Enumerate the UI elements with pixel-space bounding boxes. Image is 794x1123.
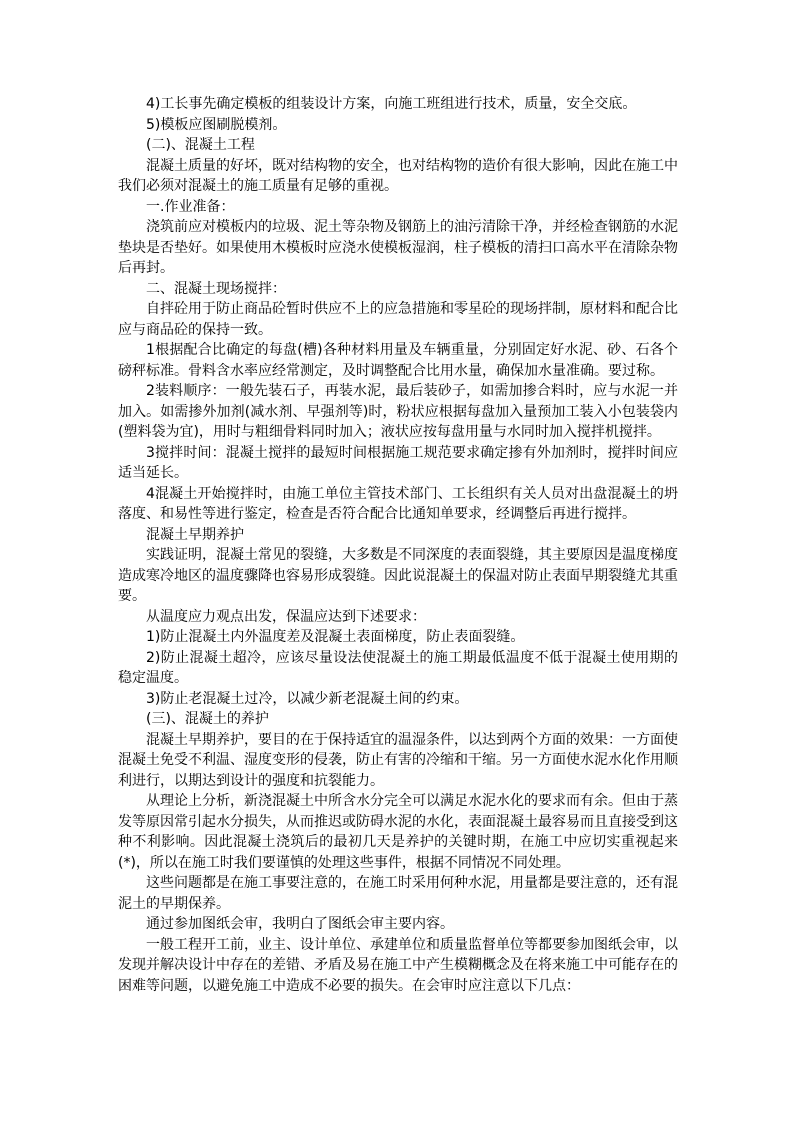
paragraph-preparation: 浇筑前应对模板内的垃圾、泥土等杂物及钢筋上的油污清除干净，并经检查钢筋的水泥垫块是否垫好。如果使用木模板时应浇水使模板湿润，柱子模板的清扫口高水平在清除杂物后再封。 xyxy=(118,219,678,276)
section-heading-concrete-works: (二)、混凝土工程 xyxy=(146,137,255,153)
subheading-early-curing: 混凝土早期养护 xyxy=(146,526,244,543)
paragraph-concrete-quality: 混凝土质量的好坏，既对结构物的安全，也对结构物的造价有很大影响，因此在施工中我们必须对混凝土的施工质量有足够的重视。 xyxy=(118,157,678,194)
paragraph-curing-theory: 从理论上分析，新浇混凝土中所含水分完全可以满足水泥水化的要求而有余。但由于蒸发等原因常引起水分损失，从而推迟或防碍水泥的水化，表面混凝土最容易而且直接受到这种不利影响。因此混凝土浇筑后的最初几天是养护的关键时期，在施工中应切实重视起来(*)，所以在施工时我们要谨慎的处理这些事件，根据不同情况不同处理。 xyxy=(118,793,678,871)
paragraph-requirement-3: 3)防止老混凝土过冷，以减少新老混凝土间的约束。 xyxy=(146,690,469,707)
paragraph-mixing-item-2: 2装料顺序：一般先装石子，再装水泥，最后装砂子，如需加掺合料时，应与水泥一并加入。如需掺外加剂(减水剂、早强剂等)时，粉状应根据每盘加入量预加工装入小包装袋内(塑料袋为宜)，用时与粗细骨料同时加入；液状应按每盘用量与水同时加入搅拌机搅拌。 xyxy=(118,383,678,440)
paragraph-requirement-1: 1)防止混凝土内外温度差及混凝土表面梯度，防止表面裂缝。 xyxy=(146,629,525,645)
paragraph-mixing-item-1: 1根据配合比确定的每盘(槽)各种材料用量及车辆重量，分别固定好水泥、砂、石各个磅秤标准。骨料含水率应经常测定，及时调整配合比用水量，确保加水量准确。要过称。 xyxy=(118,342,678,379)
subheading-site-mixing: 二、混凝土现场搅拌： xyxy=(146,280,286,297)
document-body xyxy=(118,94,678,996)
paragraph-self-mixing: 自拌砼用于防止商品砼暂时供应不上的应急措施和零星砼的现场拌制，原材料和配合比应与商品砼的保持一致。 xyxy=(118,301,678,338)
paragraph-formwork-item-5: 5)模板应图刷脱模剂。 xyxy=(146,116,287,133)
paragraph-mixing-item-4: 4混凝土开始搅拌时，由施工单位主管技术部门、工长组织有关人员对出盘混凝土的坍落度、和易性等进行鉴定，检查是否符合配合比通知单要求，经调整后再进行搅拌。 xyxy=(118,485,678,522)
paragraph-curing-purpose: 混凝土早期养护，要目的在于保持适宜的温湿条件，以达到两个方面的效果：一方面使混凝土免受不利温、湿度变形的侵袭，防止有害的冷缩和干缩。另一方面使水泥水化作用顺利进行，以期达到设计的强度和抗裂能力。 xyxy=(118,731,678,789)
section-heading-concrete-curing: (三)、混凝土的养护 xyxy=(146,711,269,727)
paragraph-insulation-requirements: 从温度应力观点出发，保温应达到下述要求： xyxy=(146,608,426,625)
paragraph-formwork-item-4: 4)工长事先确定模板的组装设计方案，向施工班组进行技术，质量，安全交底。 xyxy=(146,96,637,112)
paragraph-mixing-item-3: 3搅拌时间：混凝土搅拌的最短时间根据施工规范要求确定掺有外加剂时，搅拌时间应适当延长。 xyxy=(118,444,678,481)
paragraph-review-details: 一般工程开工前，业主、设计单位、承建单位和质量监督单位等都要参加图纸会审，以发现并解决设计中存在的差错、矛盾及易在施工中产生模糊概念及在将来施工中可能存在的困难等问题，以避免施工中造成不必要的损失。在会审时应注意以下几点： xyxy=(118,936,678,994)
paragraph-construction-notes: 这些问题都是在施工事要注意的，在施工时采用何种水泥，用量都是要注意的，还有混泥土的早期保养。 xyxy=(118,875,678,912)
paragraph-requirement-2: 2)防止混凝土超冷，应该尽量设法使混凝土的施工期最低温度不低于混凝土使用期的稳定温度。 xyxy=(118,649,678,686)
subheading-preparation: 一.作业准备： xyxy=(146,198,235,215)
paragraph-drawing-review: 通过参加图纸会审，我明白了图纸会审主要内容。 xyxy=(146,916,454,932)
paragraph-cracks: 实践证明，混凝土常见的裂缝，大多数是不同深度的表面裂缝，其主要原因是温度梯度造成寒冷地区的温度骤降也容易形成裂缝。因此说混凝土的保温对防止表面早期裂缝尤其重要。 xyxy=(118,547,678,604)
